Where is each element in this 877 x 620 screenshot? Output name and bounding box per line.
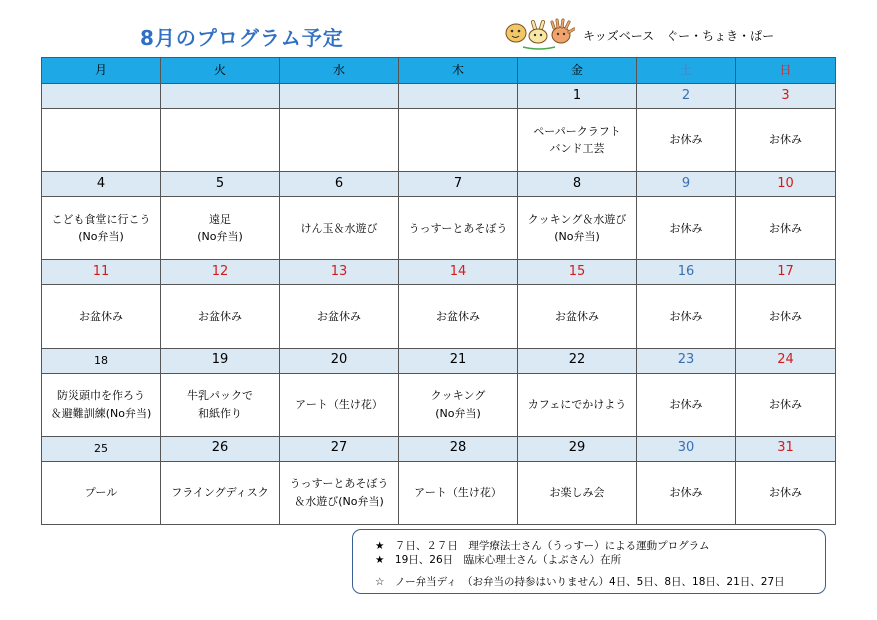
weekday-header-row <box>42 58 836 84</box>
event-cell <box>399 461 518 524</box>
date-row-week-2 <box>42 172 836 197</box>
event-cell <box>637 285 736 348</box>
event-line: カフェにでかけよう <box>527 397 627 411</box>
date-cell: 2 <box>637 84 736 109</box>
date-row-week-3 <box>42 260 836 285</box>
date-cell: 15 <box>518 260 637 285</box>
event-line: お盆休み <box>436 309 480 323</box>
weekday-sun: 日 <box>736 58 836 84</box>
event-line: ペーパークラフト <box>533 124 621 138</box>
event-line: お休み <box>769 397 802 411</box>
event-line: お休み <box>769 309 802 323</box>
event-line: お休み <box>669 133 703 147</box>
date-cell: 20 <box>280 348 399 373</box>
date-cell: 7 <box>399 172 518 197</box>
date-cell: 16 <box>637 260 736 285</box>
date-cell: 31 <box>736 436 836 461</box>
event-line: アート（生け花） <box>414 486 502 500</box>
weekday-thu: 木 <box>399 58 518 84</box>
date-cell: 13 <box>280 260 399 285</box>
event-cell <box>42 373 161 436</box>
event-line: けん玉＆水遊び <box>300 221 378 235</box>
facility-name: キッズベース ぐー・ちょき・ぱー <box>583 29 775 43</box>
event-line: お休み <box>669 397 703 411</box>
event-line: お楽しみ会 <box>549 486 605 500</box>
date-cell <box>399 84 518 109</box>
date-cell: 21 <box>399 348 518 373</box>
date-cell: 26 <box>161 436 280 461</box>
event-cell <box>399 373 518 436</box>
date-cell: 12 <box>161 260 280 285</box>
event-cell <box>161 373 280 436</box>
date-cell: 24 <box>736 348 836 373</box>
event-line: 防災頭巾を作ろう <box>57 389 145 403</box>
event-line: プール <box>84 486 118 500</box>
weekday-sat: 土 <box>637 58 736 84</box>
event-line: 牛乳パックで <box>187 389 253 403</box>
event-cell <box>399 109 518 172</box>
event-row-week-2 <box>42 197 836 260</box>
date-cell <box>161 84 280 109</box>
event-line: うっすーとあそぼう <box>408 221 508 235</box>
date-row-week-4 <box>42 348 836 373</box>
event-cell <box>736 373 836 436</box>
event-cell <box>637 461 736 524</box>
event-line: ＆水遊び(No弁当) <box>294 494 384 508</box>
event-line: フライングディスク <box>171 486 269 500</box>
weekday-tue: 火 <box>161 58 280 84</box>
event-cell <box>280 373 399 436</box>
event-cell <box>280 109 399 172</box>
date-cell: 14 <box>399 260 518 285</box>
event-line: お休み <box>669 221 703 235</box>
date-cell: 8 <box>518 172 637 197</box>
date-row-week-1 <box>42 84 836 109</box>
date-cell <box>42 84 161 109</box>
note-line: ★ 19日、26日 臨床心理士さん（よぶさん）在所 <box>375 554 622 566</box>
event-cell <box>736 285 836 348</box>
event-cell <box>736 197 836 260</box>
note-line: ★ ７日、２７日 理学療法士さん（うっすー）による運動プログラム <box>375 540 710 552</box>
event-line: (No弁当) <box>78 230 124 244</box>
date-cell <box>280 84 399 109</box>
event-cell <box>161 109 280 172</box>
weekday-wed: 水 <box>280 58 399 84</box>
event-cell <box>518 285 637 348</box>
date-cell: 11 <box>42 260 161 285</box>
date-cell: 19 <box>161 348 280 373</box>
date-cell: 1 <box>518 84 637 109</box>
event-line: こども食堂に行こう <box>51 212 151 226</box>
event-line: 和紙作り <box>198 406 242 420</box>
date-cell: 18 <box>42 348 161 373</box>
date-cell: 28 <box>399 436 518 461</box>
weekday-fri: 金 <box>518 58 637 84</box>
event-line: (No弁当) <box>197 230 243 244</box>
date-cell: 17 <box>736 260 836 285</box>
notes-box <box>352 529 826 594</box>
date-row-week-5 <box>42 436 836 461</box>
date-cell: 25 <box>42 436 161 461</box>
note-line: ☆ ノー弁当ディ （お弁当の持参はいりません）4日、5日、8日、18日、21日、27日 <box>375 576 785 588</box>
event-cell <box>399 197 518 260</box>
date-cell: 6 <box>280 172 399 197</box>
event-line: お盆休み <box>198 309 242 323</box>
event-cell <box>518 461 637 524</box>
event-line: うっすーとあそぼう <box>289 477 389 491</box>
date-cell: 22 <box>518 348 637 373</box>
event-row-week-3 <box>42 285 836 348</box>
event-line: お休み <box>769 221 802 235</box>
event-cell <box>280 285 399 348</box>
event-row-week-4 <box>42 373 836 436</box>
event-row-week-1 <box>42 109 836 172</box>
event-line: (No弁当) <box>435 406 481 420</box>
event-line: アート（生け花） <box>295 397 383 411</box>
event-line: クッキング＆水遊び <box>527 212 627 226</box>
event-cell <box>42 461 161 524</box>
event-line: クッキング <box>430 389 486 403</box>
event-line: (No弁当) <box>554 230 600 244</box>
event-row-week-5 <box>42 461 836 524</box>
date-cell: 5 <box>161 172 280 197</box>
date-cell: 27 <box>280 436 399 461</box>
event-line: お休み <box>769 486 802 500</box>
event-cell <box>736 109 836 172</box>
event-cell <box>637 197 736 260</box>
event-cell <box>637 373 736 436</box>
event-cell <box>42 285 161 348</box>
date-cell: 10 <box>736 172 836 197</box>
event-cell <box>161 285 280 348</box>
event-cell <box>161 197 280 260</box>
event-line: 遠足 <box>209 212 231 226</box>
event-cell <box>637 109 736 172</box>
hands-logo-icon <box>503 18 575 52</box>
event-line: お休み <box>669 486 703 500</box>
date-cell: 23 <box>637 348 736 373</box>
event-cell <box>280 197 399 260</box>
event-cell <box>518 373 637 436</box>
event-line: お休み <box>769 133 802 147</box>
event-cell <box>280 461 399 524</box>
event-cell <box>161 461 280 524</box>
event-cell <box>42 197 161 260</box>
event-cell <box>42 109 161 172</box>
date-cell: 9 <box>637 172 736 197</box>
event-cell <box>518 197 637 260</box>
page-title: 8月のプログラム予定 <box>140 26 344 50</box>
event-cell <box>399 285 518 348</box>
event-line: ＆避難訓練(No弁当) <box>50 406 152 420</box>
event-line: お休み <box>669 309 703 323</box>
weekday-mon: 月 <box>42 58 161 84</box>
event-line: お盆休み <box>555 309 599 323</box>
event-cell <box>518 109 637 172</box>
event-line: お盆休み <box>317 309 361 323</box>
date-cell: 29 <box>518 436 637 461</box>
calendar-table <box>41 57 836 525</box>
event-cell <box>736 461 836 524</box>
date-cell: 4 <box>42 172 161 197</box>
date-cell: 3 <box>736 84 836 109</box>
event-line: バンド工芸 <box>549 142 605 156</box>
event-line: お盆休み <box>79 309 123 323</box>
date-cell: 30 <box>637 436 736 461</box>
